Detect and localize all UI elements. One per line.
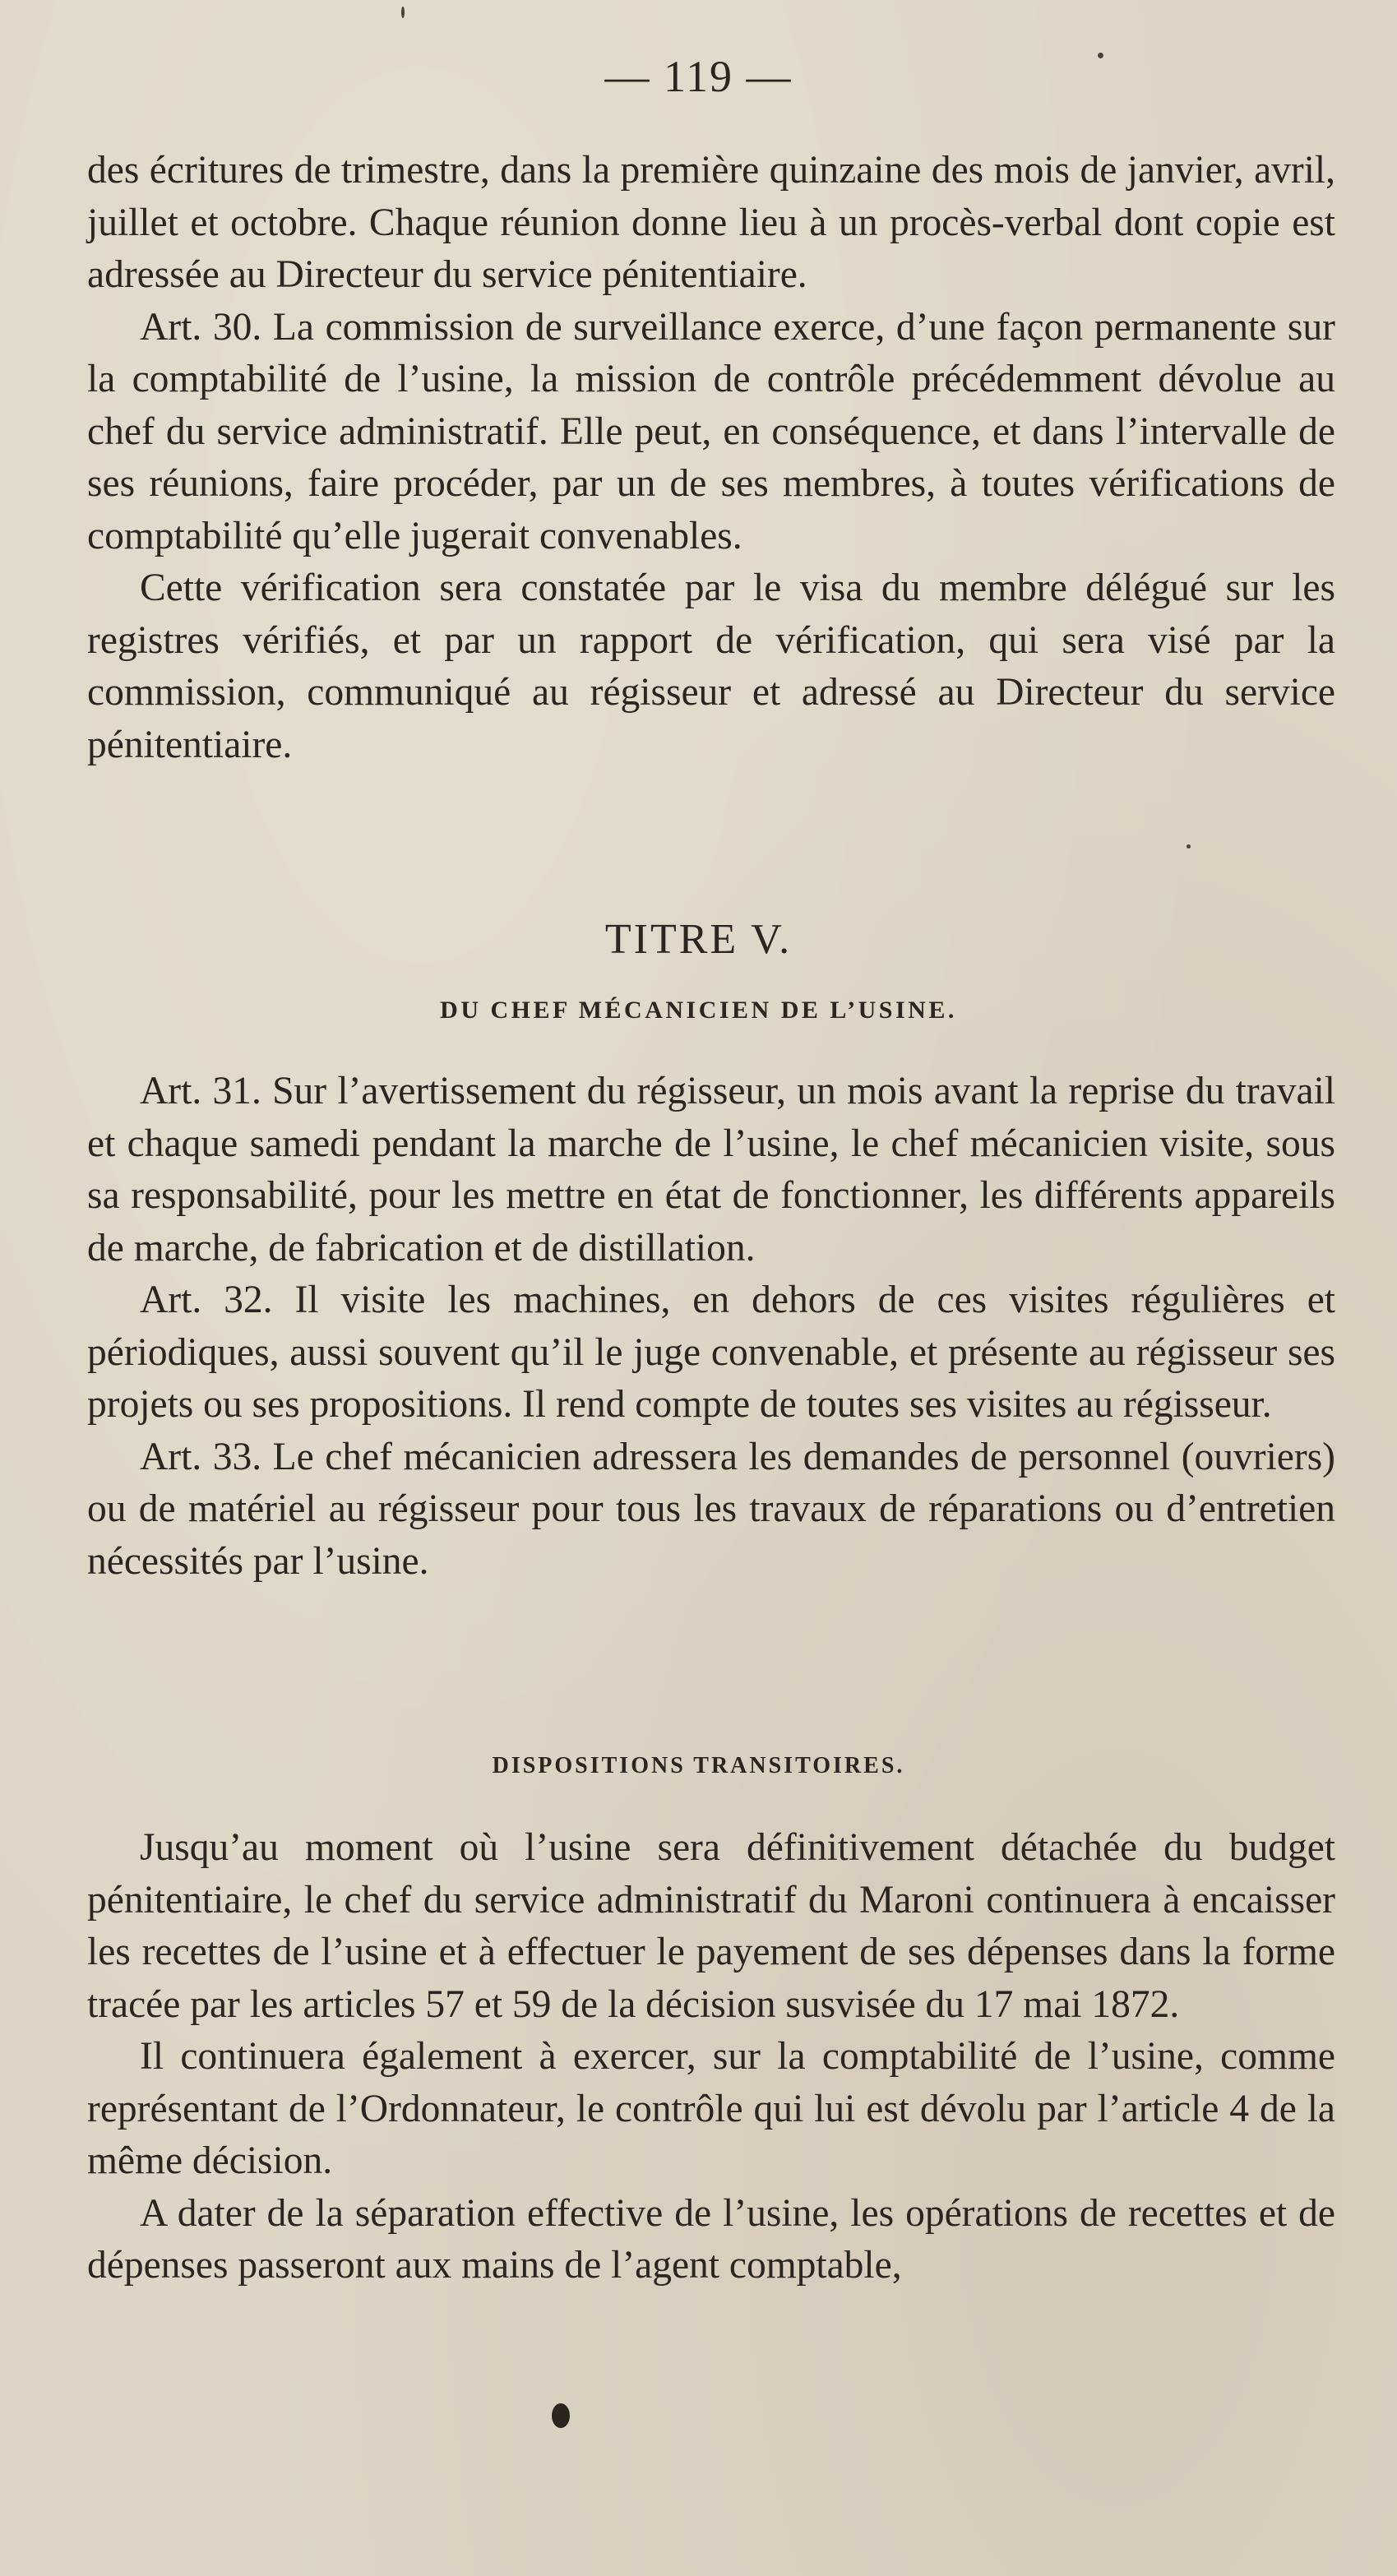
section-subtitle: DU CHEF MÉCANICIEN DE L’USINE. [440,997,957,1024]
paragraph-art-33: Art. 33. Le chef mécanicien adressera les demandes de personnel (ouvriers) ou de matériel au régisseur pour tous les travaux de réparations ou d’entretien nécessités par l’usine. [87,1435,1335,1583]
text-block-chef-mecanicien [87,1066,1335,1588]
paragraph-jusqu-au-moment: Jusqu’au moment où l’usine sera définitivement détachée du budget pénitentiaire, le chef du service administratif du Maroni continuera à encaisser les recettes de l’usine et à effectuer le payement de ses dépenses dans la forme tracée par les articles 57 et 59 de la décision susvisée du 17 mai 1872. [87,1826,1335,2026]
paragraph-a-dater: A dater de la séparation effective de l’usine, les opérations de recettes et de dépenses passeront aux mains de l’agent comptable, [87,2191,1335,2287]
paragraph-verification: Cette vérification sera constatée par le visa du membre délégué sur les registres vérifiés, et par un rapport de vérification, qui sera visé par la commission, communiqué au régisseur et adressé au Directeur du service pénitentiaire. [87,567,1335,766]
ink-speck [1187,844,1191,849]
page-number: — 119 — [604,52,793,101]
text-block-commission [87,145,1335,771]
paragraph-art-32: Art. 32. Il visite les machines, en dehors de ces visites régulières et périodiques, aussi souvent qu’il le juge convenable, et présente au régisseur ses projets ou ses propositions. Il rend compte de toutes ses visites au régisseur. [87,1279,1335,1426]
paragraph-il-continuera: Il continuera également à exercer, sur la comptabilité de l’usine, comme représentant de l’Ordonnateur, le contrôle qui lui est dévolu par l’article 4 de la même décision. [87,2035,1335,2182]
ink-blot-mark [552,2403,570,2428]
ink-speck [401,7,405,18]
paragraph-art-31: Art. 31. Sur l’avertissement du régisseur, un mois avant la reprise du travail et chaque samedi pendant la marche de l’usine, le chef mécanicien visite, sous sa responsabilité, pour les mettre en état de fonctionner, les différents appareils de marche, de fabrication et de distillation. [87,1070,1335,1270]
paragraph-trimestre: des écritures de trimestre, dans la première quinzaine des mois de janvier, avril, juillet et octobre. Chaque réunion donne lieu à un procès-verbal dont copie est adressée au Directeur du service pénitentiaire. [87,149,1335,296]
text-block-transitoires [87,1822,1335,2292]
transitional-provisions-heading: DISPOSITIONS TRANSITOIRES. [492,1753,905,1778]
ink-speck [1098,53,1103,58]
section-title: TITRE V. [604,916,793,963]
paragraph-art-30: Art. 30. La commission de surveillance exerce, d’une façon permanente sur la comptabilité de l’usine, la mission de contrôle précédemment dévolue au chef du service administratif. Elle peut, en conséquence, et dans l’intervalle de ses réunions, faire procéder, par un de ses membres, à toutes vérifications de comptabilité qu’elle jugerait convenables. [87,305,1335,557]
